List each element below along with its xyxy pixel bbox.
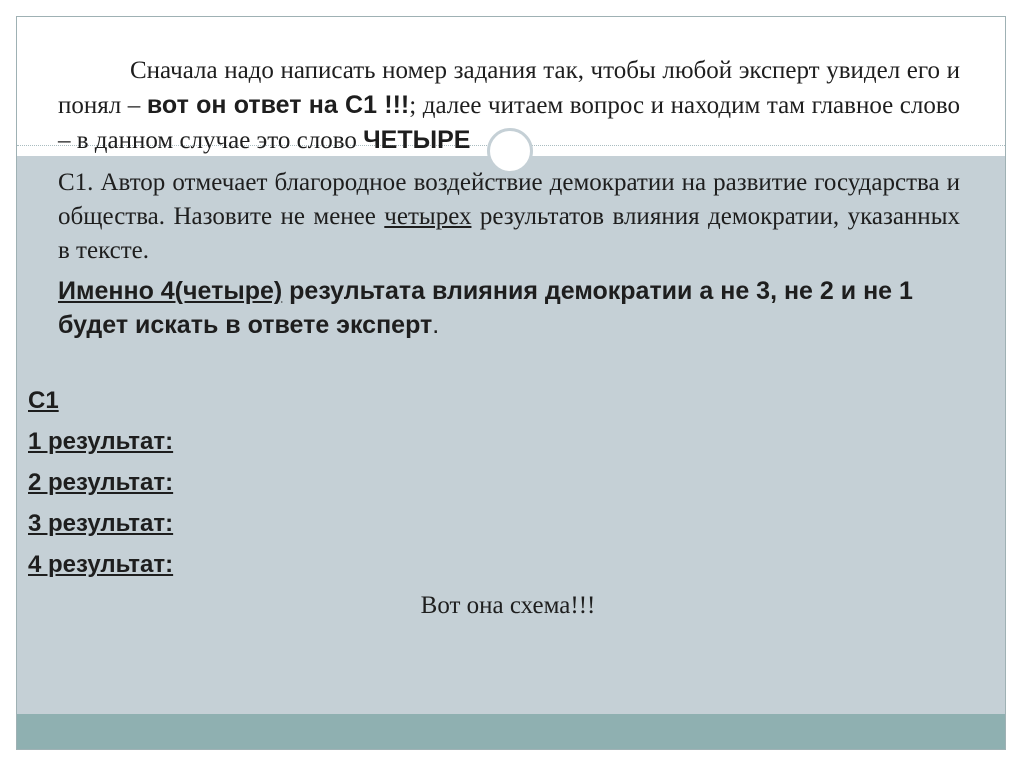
slide-content xyxy=(58,54,960,342)
schema-line-3: 3 результат: xyxy=(28,510,174,537)
closing-text: Вот она схема!!! xyxy=(420,592,596,619)
intro-text-2: ; далее читаем вопрос и находим там главное слово – в данном случае это слово xyxy=(58,92,961,154)
schema-heading: С1 xyxy=(28,387,59,414)
intro-text-1: Сначала надо написать номер задания так, чтобы любой эксперт увидел его и понял – xyxy=(58,57,960,119)
intro-bold-text: вот он ответ на С1 !!! xyxy=(146,91,410,119)
emphasis-tail: . xyxy=(432,311,440,339)
intro-keyword: ЧЕТЫРЕ xyxy=(363,126,471,154)
schema-line-4: 4 результат: xyxy=(28,551,174,578)
emphasis-paragraph xyxy=(58,274,960,342)
schema-line-2: 2 результат: xyxy=(28,469,174,496)
task-underlined-word: четырех xyxy=(384,203,472,230)
schema-line-1: 1 результат: xyxy=(28,428,174,455)
slide-bottom-band xyxy=(17,714,1005,749)
intro-paragraph xyxy=(58,54,960,158)
task-text-1: С1. Автор отмечает благородное воздействие демократии на развитие государства и общества. Назовите не менее xyxy=(58,169,960,230)
emphasis-bold: результата влияния демократии а не 3, не 2 и не 1 будет искать в ответе эксперт xyxy=(58,277,913,339)
task-text-2: результатов влияния демократии, указанных в тексте. xyxy=(58,203,960,264)
emphasis-underlined: Именно 4(четыре) xyxy=(58,277,283,305)
task-paragraph xyxy=(58,166,960,268)
answer-schema xyxy=(28,387,968,620)
